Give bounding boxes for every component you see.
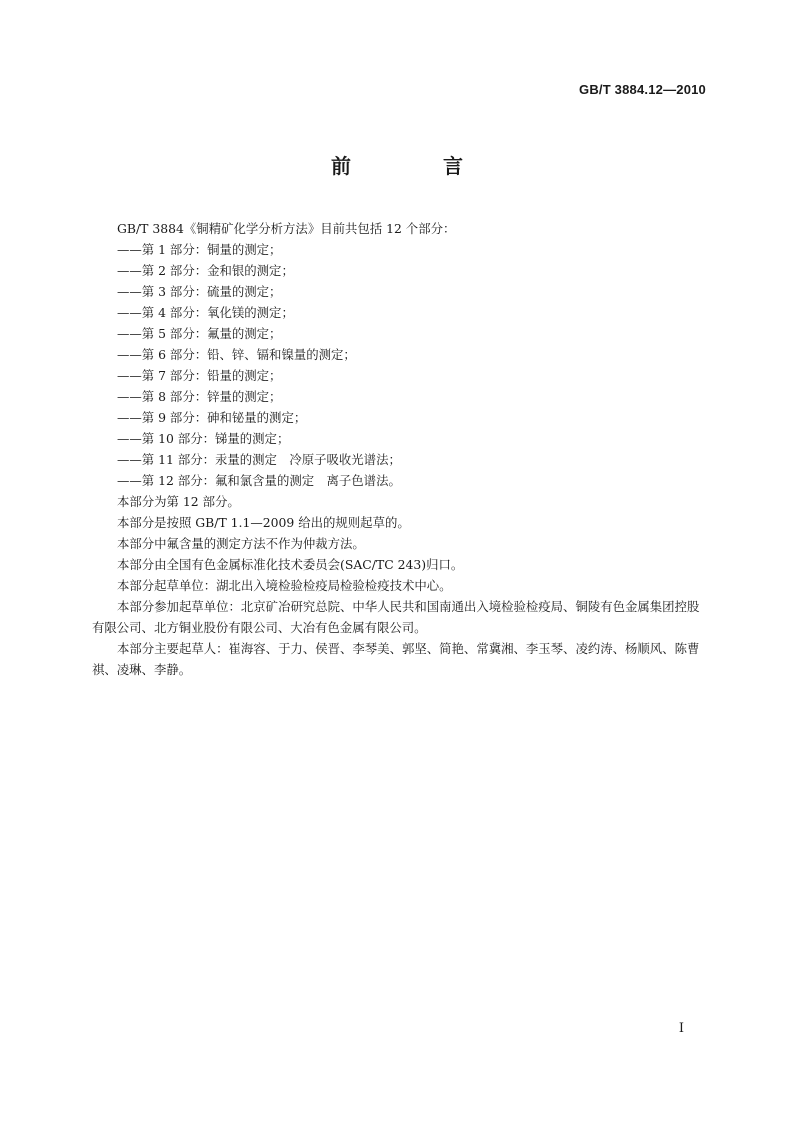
statement-paragraph: 本部分参加起草单位：北京矿冶研究总院、中华人民共和国南通出入境检验检疫局、铜陵有色金属集团控股有限公司、北方铜业股份有限公司、大冶有色金属有限公司。: [92, 599, 700, 635]
list-item: ——第 10 部分：锑量的测定；: [117, 431, 290, 446]
list-item: ——第 3 部分：硫量的测定；: [117, 284, 282, 299]
intro-paragraph: GB/T 3884《铜精矿化学分析方法》目前共包括 12 个部分：: [117, 221, 456, 236]
statement-paragraph: 本部分主要起草人：崔海容、于力、侯晋、李琴美、郭坚、简艳、常冀湘、李玉琴、凌约涛、杨顺风、陈曹祺、凌琳、李静。: [92, 641, 700, 677]
statement-paragraph: 本部分由全国有色金属标准化技术委员会(SAC/TC 243)归口。: [117, 557, 464, 572]
statement-paragraph: 本部分起草单位：湖北出入境检验检疫局检验检疫技术中心。: [117, 578, 452, 593]
statement-paragraph: 本部分中氟含量的测定方法不作为仲裁方法。: [117, 536, 365, 551]
standard-code: GB/T 3884.12—2010: [579, 82, 706, 97]
list-item: ——第 2 部分：金和银的测定；: [117, 263, 294, 278]
list-item: ——第 5 部分：氟量的测定；: [117, 326, 282, 341]
list-item: ——第 7 部分：铅量的测定；: [117, 368, 282, 383]
list-item: ——第 12 部分：氟和氯含量的测定 离子色谱法。: [117, 473, 401, 488]
list-item: ——第 9 部分：砷和铋量的测定；: [117, 410, 307, 425]
foreword-body: [92, 218, 708, 680]
list-item: ——第 11 部分：汞量的测定 冷原子吸收光谱法；: [117, 452, 401, 467]
statement-paragraph: 本部分为第 12 部分。: [117, 494, 240, 509]
statement-paragraph: 本部分是按照 GB/T 1.1—2009 给出的规则起草的。: [117, 515, 410, 530]
page-number: I: [678, 1021, 684, 1036]
list-item: ——第 6 部分：铅、锌、镉和镍量的测定；: [117, 347, 356, 362]
list-item: ——第 1 部分：铜量的测定；: [117, 242, 282, 257]
list-item: ——第 8 部分：锌量的测定；: [117, 389, 282, 404]
page-title: 前 言: [331, 154, 499, 178]
list-item: ——第 4 部分：氧化镁的测定；: [117, 305, 294, 320]
